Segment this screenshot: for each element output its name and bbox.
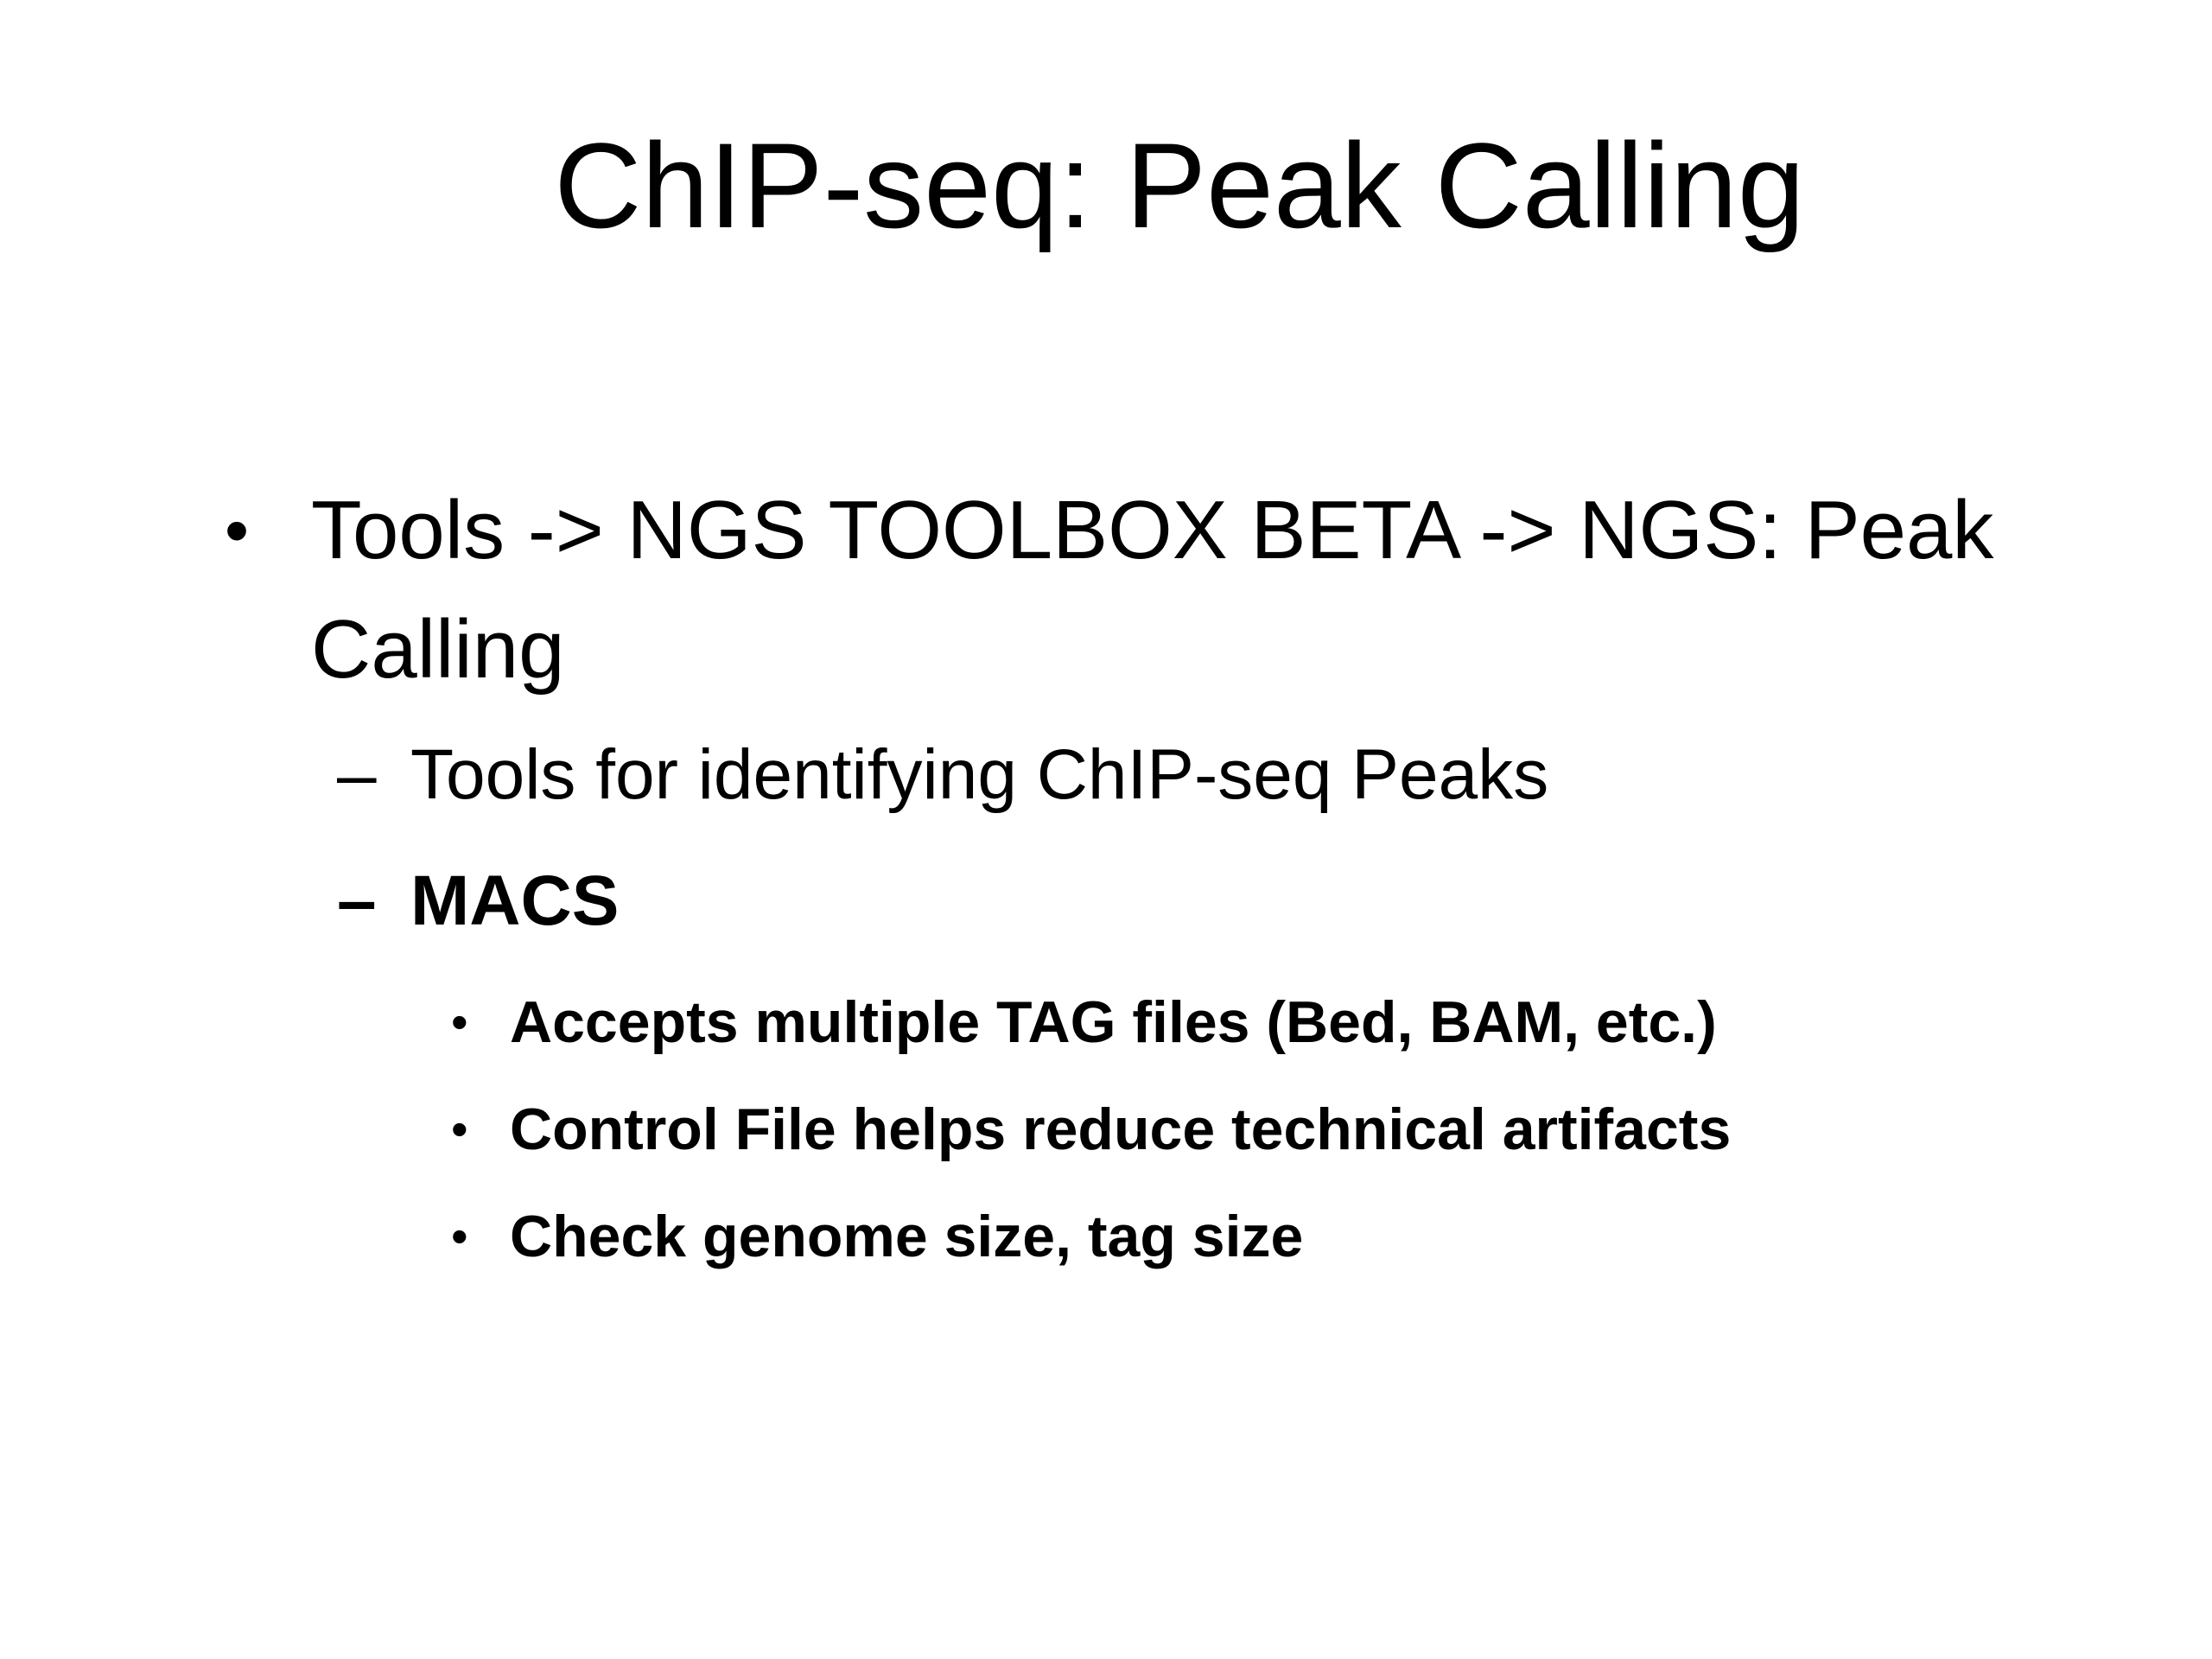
bullet-level3 <box>225 1076 2039 1183</box>
bullet-level3 <box>225 1183 2039 1290</box>
bullet-level1 <box>225 471 2039 709</box>
bullet-level1-text: Tools -> NGS TOOLBOX BETA -> NGS: Peak Calling <box>311 484 1994 696</box>
bullet-icon: • <box>451 995 468 1049</box>
dash-icon: – <box>337 861 377 940</box>
bullet-level3-text: Accepts multiple TAG files (Bed, BAM, etc.) <box>510 989 1717 1055</box>
bullet-level3-text: Check genome size, tag size <box>510 1204 1304 1269</box>
dash-icon: – <box>337 735 377 814</box>
bullet-icon: • <box>451 1102 468 1156</box>
slide-title: ChIP-seq: Peak Calling <box>554 118 1805 253</box>
bullet-level3 <box>225 969 2039 1076</box>
bullet-icon: • <box>225 492 250 569</box>
bullet-level3-text: Control File helps reduce technical artifacts <box>510 1096 1732 1162</box>
slide-content <box>225 471 2039 1290</box>
bullet-level2-text: MACS <box>410 861 620 940</box>
bullet-level2 <box>225 715 2039 836</box>
bullet-icon: • <box>451 1209 468 1263</box>
bullet-level2 <box>225 841 2039 962</box>
bullet-level2-text: Tools for identifying ChIP-seq Peaks <box>410 735 1549 814</box>
